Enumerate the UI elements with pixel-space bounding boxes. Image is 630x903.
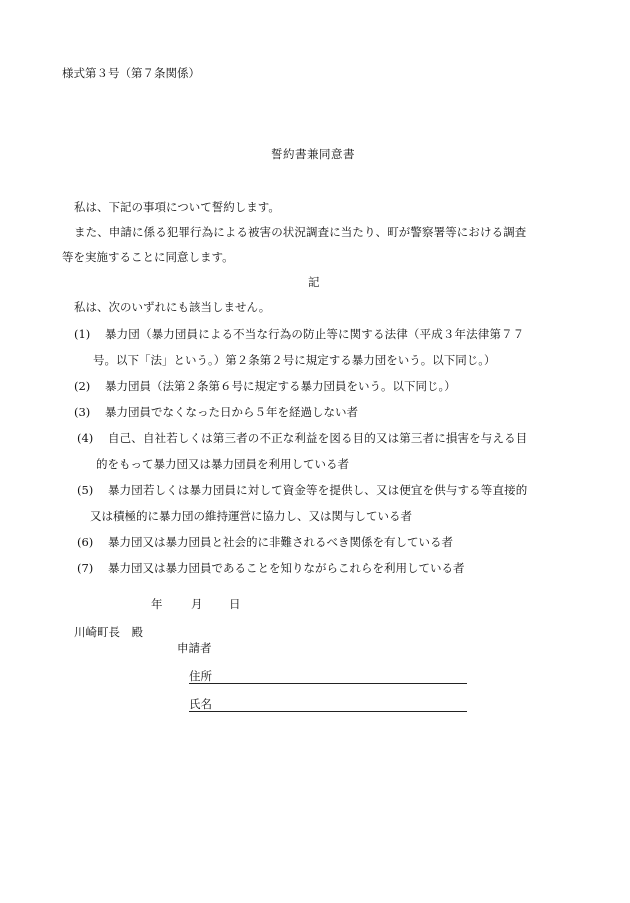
intro-line-1: 私は、下記の事項について誓約します。 bbox=[74, 200, 280, 214]
address-blank[interactable] bbox=[189, 683, 467, 684]
item-cont-1: 号。以下「法」という。）第２条第２号に規定する暴力団をいう。以下同じ。） bbox=[93, 353, 496, 367]
date-day: 日 bbox=[229, 597, 241, 611]
intro-line-2: また、申請に係る犯罪行為による被害の状況調査に当たり、町が警察署等における調査 bbox=[74, 225, 527, 239]
applicant-label: 申請者 bbox=[177, 641, 212, 655]
item-cont-5: 又は積極的に暴力団の維持運営に協力し、又は関与している者 bbox=[90, 509, 412, 523]
date-month: 月 bbox=[191, 597, 203, 611]
item-text-2: 暴力団員（法第２条第６号に規定する暴力団員をいう。以下同じ。） bbox=[105, 379, 456, 393]
intro-line-3: 等を実施することに同意します。 bbox=[62, 250, 234, 264]
addressee: 川崎町長 殿 bbox=[74, 625, 143, 639]
item-text-7: 暴力団又は暴力団員であることを知りながらこれらを利用している者 bbox=[108, 561, 465, 575]
ki-heading: 記 bbox=[308, 275, 320, 289]
lead-text: 私は、次のいずれにも該当しません。 bbox=[74, 300, 271, 314]
item-number-3: (3) bbox=[74, 405, 91, 419]
item-text-3: 暴力団員でなくなった日から５年を経過しない者 bbox=[105, 405, 358, 419]
item-text-1: 暴力団（暴力団員による不当な行為の防止等に関する法律（平成３年法律第７７ bbox=[105, 327, 525, 341]
item-number-6: (6) bbox=[77, 535, 94, 549]
item-text-4: 自己、自社若しくは第三者の不正な利益を図る目的又は第三者に損害を与える目 bbox=[108, 431, 528, 445]
document-title: 誓約書兼同意書 bbox=[271, 147, 355, 161]
date-year: 年 bbox=[151, 597, 163, 611]
item-number-4: (4) bbox=[77, 431, 94, 445]
item-number-2: (2) bbox=[74, 379, 91, 393]
name-label: 氏名 bbox=[189, 697, 212, 711]
name-blank[interactable] bbox=[189, 711, 467, 712]
address-label: 住所 bbox=[189, 669, 212, 683]
item-number-1: (1) bbox=[74, 327, 91, 341]
item-cont-4: 的をもって暴力団又は暴力団員を利用している者 bbox=[96, 457, 349, 471]
item-text-6: 暴力団又は暴力団員と社会的に非難されるべき関係を有している者 bbox=[108, 535, 453, 549]
item-text-5: 暴力団若しくは暴力団員に対して資金等を提供し、又は便宜を供与する等直接的 bbox=[108, 483, 528, 497]
form-number: 様式第３号（第７条関係） bbox=[62, 66, 200, 80]
item-number-7: (7) bbox=[77, 561, 94, 575]
item-number-5: (5) bbox=[77, 483, 94, 497]
